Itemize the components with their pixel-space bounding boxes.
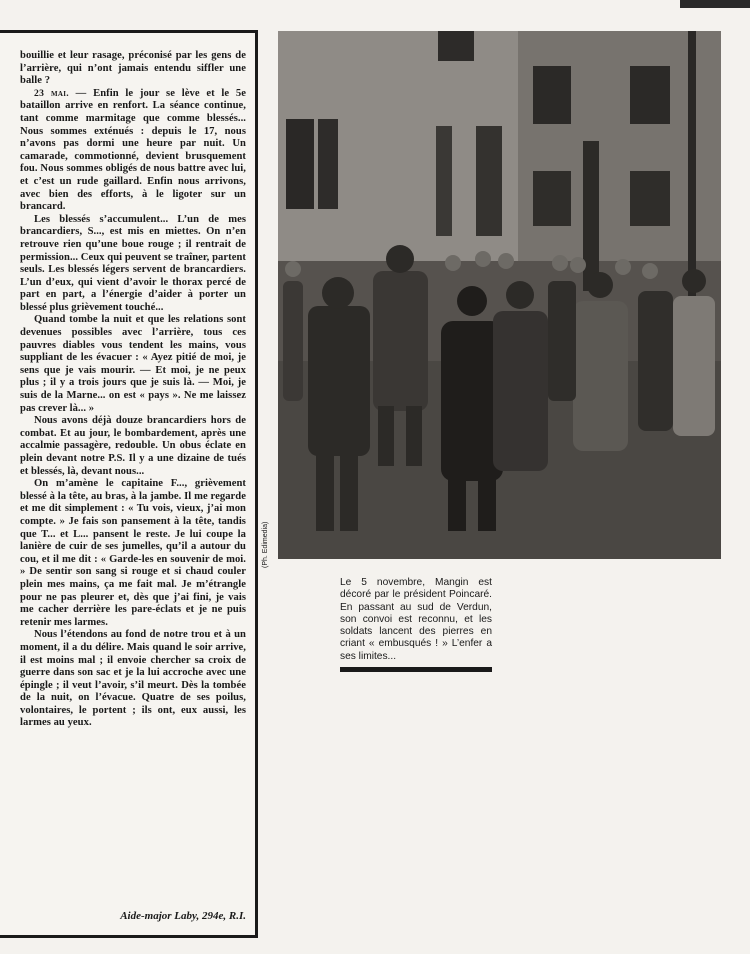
page-edge-mark (680, 0, 750, 8)
paragraph: bouillie et leur rasage, préconisé par les gens de l’arrière, qui n’ont jamais entendu siffler une balle ? (20, 50, 246, 87)
historical-photo (278, 31, 721, 559)
paragraph: Nous avons déjà douze brancardiers hors de combat. Et au jour, le bombardement, après une accalmie passagère, redouble. Un obus éclate en plein devant notre P.S. Il y a une dizaine de tués et blessés, là, devant nous... (20, 415, 246, 477)
paragraph: Les blessés s’accumulent... L’un de mes brancardiers, S..., est mis en miettes. On n’en retrouve rien qu’une boue rouge ; il rentrait de permission... Ceux qui peuvent se traîner, partent seuls. Les blessés légers servent de brancardiers. L’un d’eux, qui vient d’avoir le thorax percé de part en part, a l’énergie d’aider à porter un blessé plus grièvement touché... (20, 213, 246, 313)
paragraph: 23 mai. — Enfin le jour se lève et le 5e bataillon arrive en renfort. La séance continue, tant comme marmitage que comme blessés... Nous sommes exténués : depuis le 17, nous n’avons pas dormi une heure par nuit. Un camarade, commotionné, devient brusquement fou. Nous sommes obligés de nous battre avec lui, et c’est un rude gaillard. Enfin nous arrivons, avec bien des efforts, à le ligoter sur un brancard. (20, 87, 246, 213)
photo-caption: Le 5 novembre, Mangin est décoré par le président Poincaré. En passant au sud de Verdun, son convoi est reconnu, et les soldats lancent des pierres en criant « embusqués ! » L’enfer a ses limites... (340, 577, 492, 662)
signature: Aide-major Laby, 294e, R.I. (120, 910, 246, 922)
article-text (20, 50, 246, 730)
paragraph: Quand tombe la nuit et que les relations sont devenues possibles avec l’arrière, tous ces pauvres diables vous tendent les mains, vous suppliant de les évacuer : « Ayez pitié de moi, je sens que je vais mourir. — Et moi, je ne peux plus ; il y a trois jours que je suis là. — Moi, je suis de la Marne... on est « pays ». Ne me laissez pas crever là... » (20, 314, 246, 414)
paragraph: On m’amène le capitaine F..., grièvement blessé à la tête, au bras, à la jambe. Il me regarde et me dit simplement : « Tu vois, vieux, j’ai mon compte. » Je fais son pansement à la tête, tandis que T... et L... pansent le reste. Je lui coupe la lanière de cuir de ses jumelles, qu’il a autour du cou, et il me dit : « Garde-les en souvenir de moi. » De sentir son sang si rouge et si chaud couler plein mes mains, ça me fait mal. Je m’étrangle pour ne pas pleurer et, dès que j’ai fini, je vais me cacher derrière les pare-éclats et je ne puis retenir mes larmes. (20, 478, 246, 628)
top-margin (0, 0, 750, 30)
date-label: 23 mai. (34, 87, 69, 99)
photo-credit: (Ph. Edimedia) (262, 521, 269, 568)
caption-rule (340, 667, 492, 672)
paragraph: Nous l’étendons au fond de notre trou et à un moment, il a du délire. Mais quand le soir arrive, il est moins mal ; il envoie chercher sa croix de guerre dans son sac et je la lui accroche avec une épingle ; il veut l’avoir, s’il meurt. Dès la tombée de la nuit, on l’évacue. Quatre de ses poilus, volontaires, le portent ; ils ont, eux aussi, les larmes au yeux. (20, 629, 246, 729)
